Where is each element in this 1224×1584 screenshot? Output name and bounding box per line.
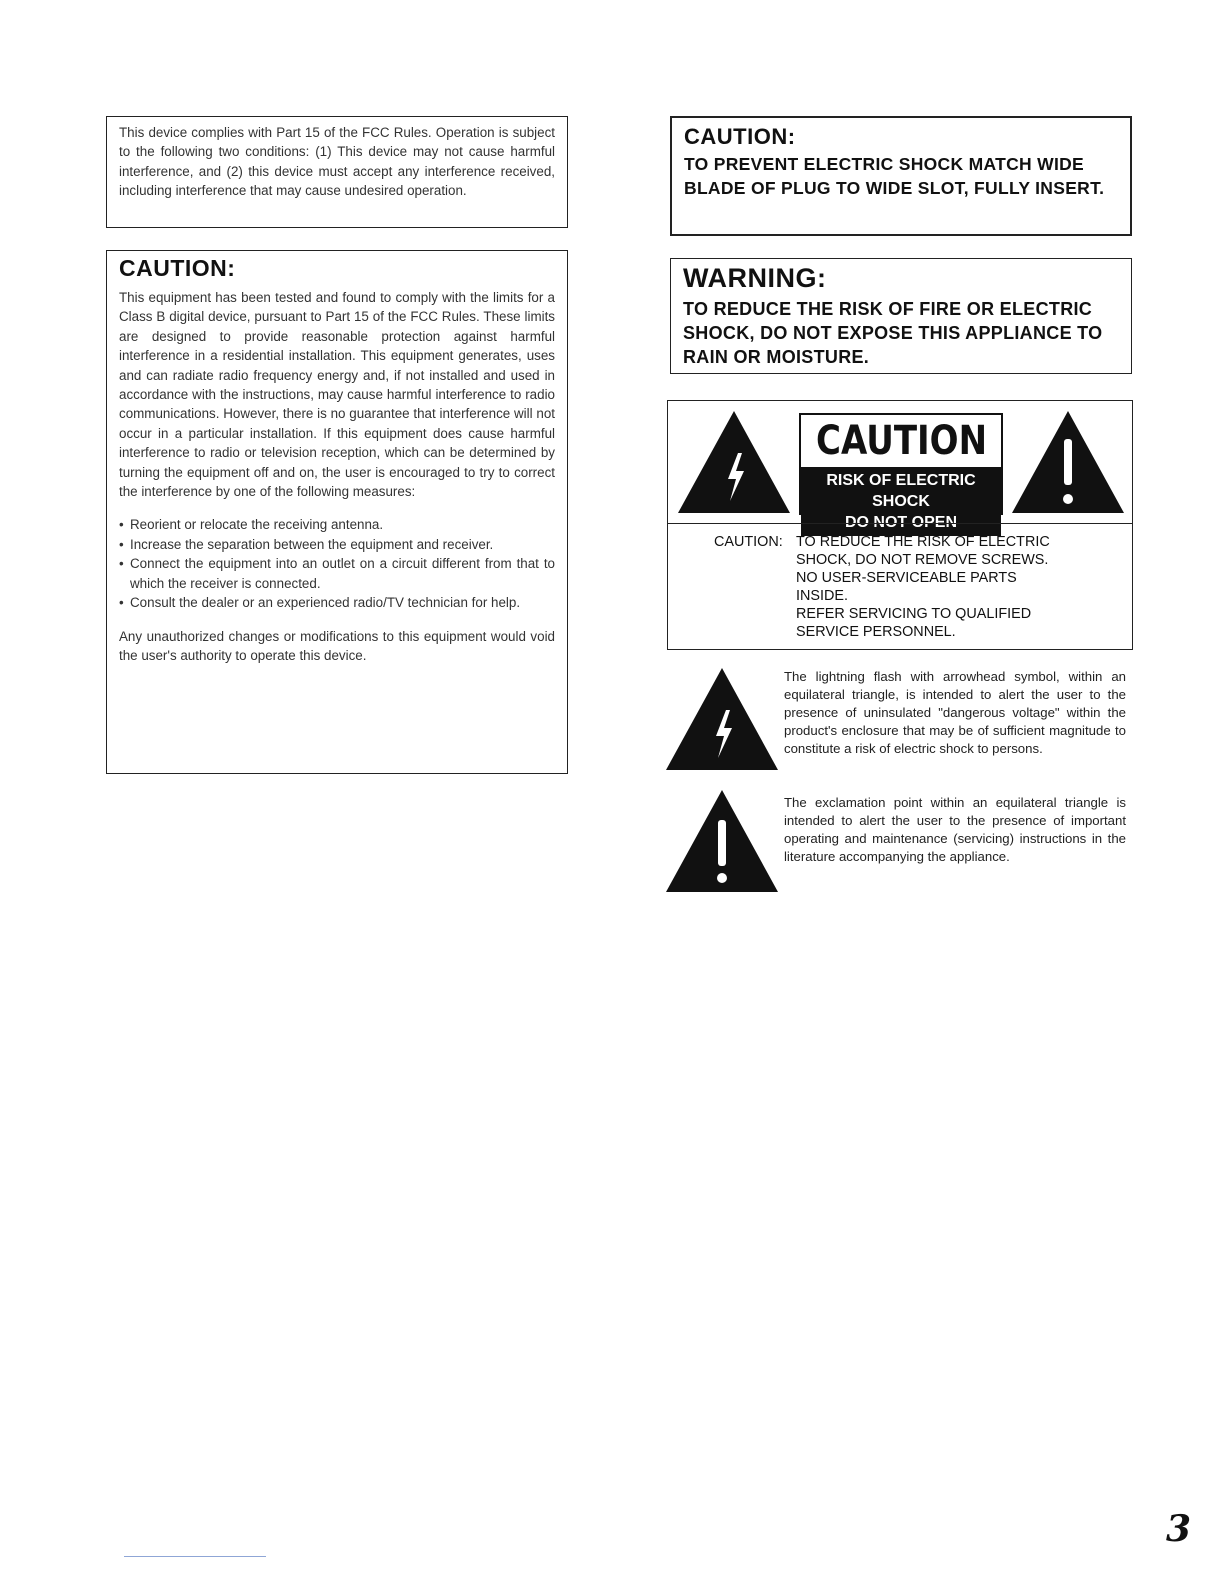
fcc-measures-list bbox=[119, 515, 555, 612]
caution-line: INSIDE. bbox=[796, 588, 848, 604]
warning-body: TO REDUCE THE RISK OF FIRE OR ELECTRIC SHOCK, DO NOT EXPOSE THIS APPLIANCE TO RAIN OR MOISTURE. bbox=[683, 299, 1103, 367]
footer-rule bbox=[124, 1556, 266, 1557]
caution-sign-band-line2: DO NOT OPEN bbox=[844, 514, 957, 531]
lightning-symbol-text: The lightning flash with arrowhead symbol, within an equilateral triangle, is intended to alert the user to the presence of uninsulated "dangerous voltage" within the product's enclosure that may be of sufficient magnitude to constitute a risk of electric shock to persons. bbox=[784, 669, 1126, 756]
plug-caution-heading: CAUTION: bbox=[684, 124, 796, 149]
warning-box bbox=[670, 258, 1132, 374]
fcc-caution-footer: Any unauthorized changes or modifications to this equipment would void the user's authority to operate this device. bbox=[119, 628, 555, 663]
caution-panel-divider bbox=[668, 523, 1132, 524]
list-item: • Connect the equipment into an outlet on a circuit different from that to which the receiver is connected. bbox=[119, 554, 555, 593]
caution-line: SHOCK, DO NOT REMOVE SCREWS. bbox=[796, 552, 1049, 568]
fcc-compliance-text: This device complies with Part 15 of the FCC Rules. Operation is subject to the following two conditions: (1) This device may not cause harmful interference, and (2) this device must accept any interference received, including interference that may cause undesired operation. bbox=[119, 125, 555, 199]
caution-label-panel bbox=[667, 400, 1133, 650]
lightning-icon bbox=[664, 666, 780, 774]
caution-prefix: CAUTION: bbox=[714, 534, 783, 550]
list-item: • Increase the separation between the equipment and receiver. bbox=[119, 535, 555, 554]
fcc-caution-heading: CAUTION: bbox=[119, 255, 236, 281]
fcc-caution-box bbox=[106, 250, 568, 774]
list-item: • Reorient or relocate the receiving antenna. bbox=[119, 515, 555, 534]
caution-sign-band bbox=[801, 467, 1001, 536]
caution-line: TO REDUCE THE RISK OF ELECTRIC bbox=[796, 534, 1050, 550]
caution-line: SERVICE PERSONNEL. bbox=[796, 624, 956, 640]
exclamation-icon bbox=[664, 788, 780, 896]
caution-sign-band-line1: RISK OF ELECTRIC SHOCK bbox=[826, 472, 976, 510]
plug-caution-box bbox=[670, 116, 1132, 236]
list-item: • Consult the dealer or an experienced radio/TV technician for help. bbox=[119, 593, 555, 612]
lightning-triangle-icon bbox=[676, 409, 792, 517]
fcc-caution-body: This equipment has been tested and found to comply with the limits for a Class B digital device, pursuant to Part 15 of the FCC Rules. These limits are designed to provide reasonable protection against harmful interference in a residential installation. This equipment generates, uses and can radiate radio frequency energy and, if not installed and used in accordance with the instructions, may cause harmful interference to radio communications. However, there is no guarantee that interference will not occur in a particular installation. If this equipment does cause harmful interference to radio or television reception, which can be determined by turning the equipment off and on, the user is encouraged to try to correct the interference by one of the following measures: bbox=[119, 290, 555, 500]
plug-caution-body: TO PREVENT ELECTRIC SHOCK MATCH WIDE BLADE OF PLUG TO WIDE SLOT, FULLY INSERT. bbox=[684, 154, 1105, 198]
exclamation-symbol-text: The exclamation point within an equilateral triangle is intended to alert the user to the presence of important operating and maintenance (servicing) instructions in the literature accompanying the appliance. bbox=[784, 795, 1126, 864]
page-number: 3 bbox=[1166, 1508, 1192, 1550]
fcc-compliance-box bbox=[106, 116, 568, 228]
caution-sign bbox=[799, 413, 1003, 531]
warning-heading: WARNING: bbox=[683, 263, 827, 293]
exclamation-triangle-icon bbox=[1010, 409, 1126, 517]
caution-line: NO USER-SERVICEABLE PARTS bbox=[796, 570, 1017, 586]
caution-line: REFER SERVICING TO QUALIFIED bbox=[796, 606, 1032, 622]
caution-sign-title: CAUTION bbox=[816, 418, 988, 464]
